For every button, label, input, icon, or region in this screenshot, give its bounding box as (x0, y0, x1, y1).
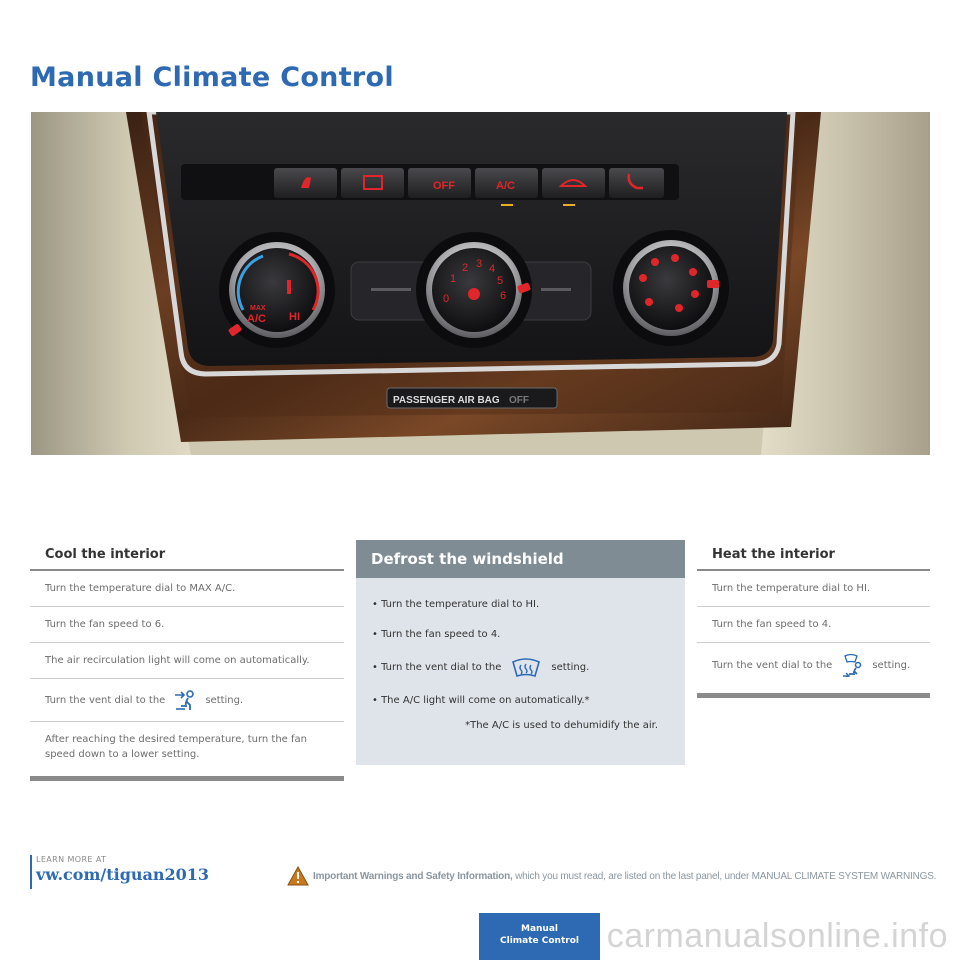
temp-ac-label: A/C (247, 313, 266, 325)
cool-vent-before: Turn the vent dial to the (45, 694, 166, 706)
warning-line (287, 866, 937, 886)
airbag-label: PASSENGER AIR BAG (393, 395, 500, 406)
warning-rest-text: which you must read, are listed on the last panel, under MANUAL CLIMATE SYSTEM WARNINGS. (512, 870, 937, 882)
fan-num-3: 3 (476, 258, 483, 270)
temp-hi-label: HI (289, 311, 300, 323)
dashboard-illustration (31, 112, 930, 455)
fan-num-0: 0 (443, 293, 450, 305)
vent-floor-defrost-icon (840, 653, 864, 677)
defrost-line-vent (372, 658, 670, 678)
fan-num-6: 6 (500, 290, 507, 302)
cool-bottom-rule (30, 776, 344, 781)
tab-line-2: Climate Control (500, 936, 579, 946)
airbag-state: OFF (509, 395, 529, 406)
heat-step-1-text: Turn the temperature dial to HI. (712, 583, 871, 594)
defrost-vent-after: setting. (551, 662, 590, 673)
defrost-panel (356, 540, 685, 765)
warning-bold-text: Important Warnings and Safety Information, (313, 870, 513, 882)
passenger-airbag-indicator (387, 388, 557, 408)
fan-num-4: 4 (489, 263, 496, 275)
defrost-vent-before: • Turn the vent dial to the (372, 662, 502, 673)
warning-text (313, 871, 936, 882)
heat-bottom-rule (697, 693, 930, 698)
temperature-dial (219, 232, 335, 348)
fan-num-2: 2 (462, 262, 469, 274)
learn-more-label: LEARN MORE AT (36, 855, 107, 864)
off-button-label: OFF (433, 180, 455, 192)
temp-max-label: MAX (250, 305, 266, 312)
heat-vent-before: Turn the vent dial to the (712, 659, 833, 671)
heat-vent-after: setting. (872, 659, 911, 671)
cool-step-4 (30, 722, 344, 774)
cool-interior-panel (30, 538, 344, 781)
fan-num-1: 1 (450, 273, 457, 285)
fan-num-5: 5 (497, 275, 504, 287)
page-title: Manual Climate Control (30, 62, 394, 93)
tab-line-1: Manual (520, 924, 558, 934)
vent-mode-dial (613, 230, 729, 346)
windshield-defrost-icon (511, 658, 541, 678)
cool-step-3-text: The air recirculation light will come on automatically. (45, 655, 310, 666)
learn-more-url[interactable]: vw.com/tiguan2013 (36, 865, 210, 884)
vent-face-icon (173, 689, 197, 711)
defrost-note: *The A/C is used to dehumidify the air. (465, 720, 658, 731)
fan-speed-dial (416, 232, 532, 348)
heat-step-vent (697, 643, 930, 689)
cool-step-3 (30, 643, 344, 679)
cool-step-1-text: Turn the temperature dial to MAX A/C. (45, 583, 236, 594)
cool-step-2-text: Turn the fan speed to 6. (45, 619, 165, 630)
ac-button-label: A/C (496, 180, 515, 192)
cool-title: Cool the interior (30, 538, 344, 571)
learn-more-block (30, 855, 209, 889)
heat-step-2-text: Turn the fan speed to 4. (712, 619, 832, 630)
cool-vent-after: setting. (205, 694, 244, 706)
watermark: carmanualsonline.info (606, 917, 948, 955)
climate-control-photo (31, 112, 930, 455)
defrost-line-1: • Turn the temperature dial to HI. (372, 599, 540, 610)
heat-interior-panel (697, 538, 930, 698)
defrost-line-3: • The A/C light will come on automatically.* (372, 695, 590, 706)
cool-step-4-text: After reaching the desired temperature, turn the fan speed down to a lower setting. (45, 734, 307, 760)
heat-step-2 (697, 607, 930, 643)
cool-step-1 (30, 571, 344, 607)
warning-triangle-icon (287, 866, 309, 886)
heat-title: Heat the interior (697, 538, 930, 571)
cool-step-vent (30, 679, 344, 722)
cool-step-2 (30, 607, 344, 643)
defrost-title: Defrost the windshield (356, 540, 685, 578)
heat-step-1 (697, 571, 930, 607)
manual-climate-control-tab[interactable] (479, 913, 600, 960)
defrost-line-2: • Turn the fan speed to 4. (372, 629, 501, 640)
